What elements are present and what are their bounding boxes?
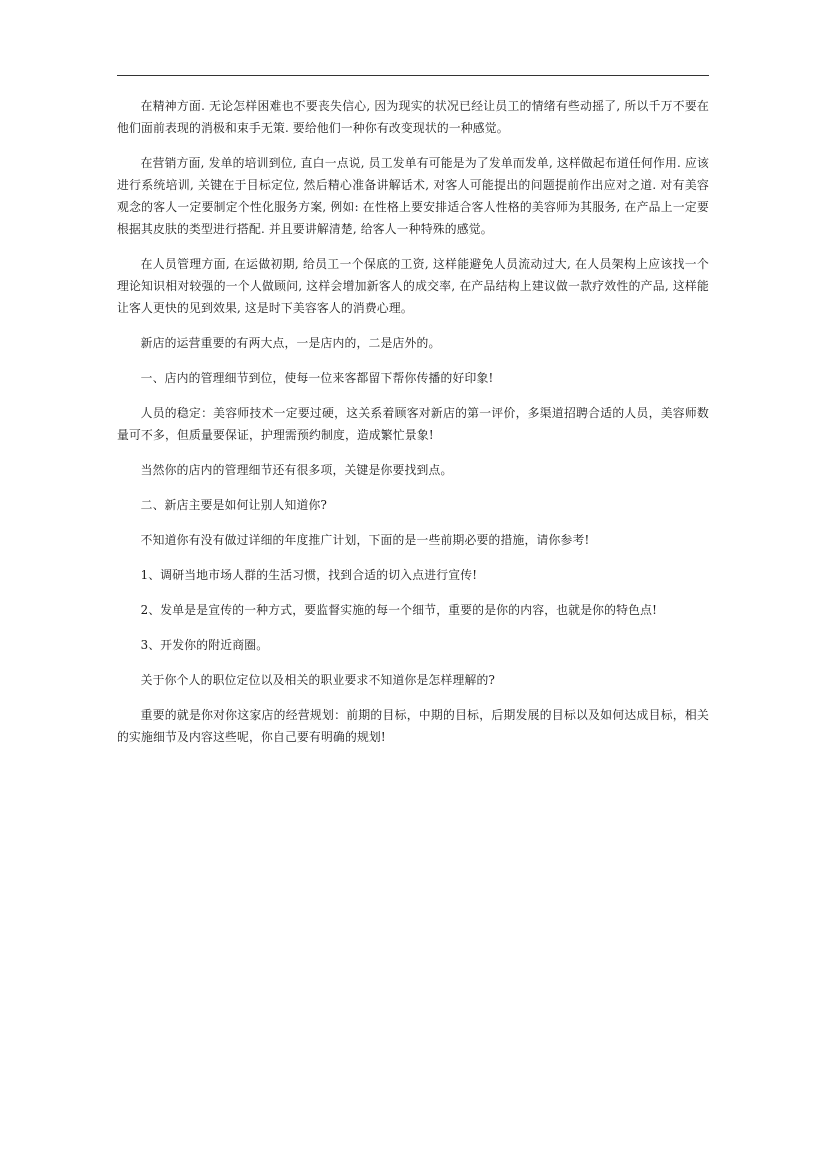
paragraph-staff-management: 在人员管理方面, 在运做初期, 给员工一个保底的工资, 这样能避免人员流动过大, 在人员架构上应该找一个理论知识相对较强的一个人做顾问, 这样会增加新客人的成交率, 在产品结构上建议做一款疗效性的产品, 这样能让客人更快的见到效果, 这是时下美容客人的消费心理。 (117, 257, 709, 315)
list-item-2: 2、发单是是宣传的一种方式，要监督实施的每一个细节，重要的是你的内容，也就是你的特色点! (140, 603, 658, 617)
paragraph-section-two-heading: 二、新店主要是如何让别人知道你? (140, 498, 328, 512)
paragraph-promotion-plan: 不知道你有没有做过详细的年度推广计划，下面的是一些前期必要的措施，请你参考! (140, 533, 590, 547)
document-body (117, 95, 709, 761)
paragraph-business-plan: 重要的就是你对你这家店的经营规划：前期的目标，中期的目标，后期发展的目标以及如何达成目标，相关的实施细节及内容这些呢，你自己要有明确的规划! (117, 708, 709, 744)
list-item-1: 1、调研当地市场人群的生活习惯，找到合适的切入点进行宣传! (140, 568, 478, 582)
paragraph-section-one-heading: 一、店内的管理细节到位，使每一位来客都留下帮你传播的好印象! (140, 371, 494, 385)
paragraph-two-points: 新店的运营重要的有两大点，一是店内的，二是店外的。 (140, 336, 441, 350)
paragraph-spirit: 在精神方面. 无论怎样困难也不要丧失信心, 因为现实的状况已经让员工的情绪有些动摇了, 所以千万不要在他们面前表现的消极和束手无策. 要给他们一种你有改变现状的一种感觉。 (117, 99, 709, 135)
paragraph-staff-stability: 人员的稳定：美容师技术一定要过硬，这关系着顾客对新店的第一评价，多渠道招聘合适的人员，美容师数量可不多，但质量要保证，护理需预约制度，造成繁忙景象! (117, 406, 709, 442)
header-rule (117, 75, 709, 76)
paragraph-management-details: 当然你的店内的管理细节还有很多项，关键是你要找到点。 (140, 463, 453, 477)
list-item-3: 3、开发你的附近商圈。 (140, 638, 269, 652)
paragraph-position-question: 关于你个人的职位定位以及相关的职业要求不知道你是怎样理解的? (140, 673, 496, 687)
paragraph-marketing: 在营销方面, 发单的培训到位, 直白一点说, 员工发单有可能是为了发单而发单, 这样做起布道任何作用. 应该进行系统培训, 关键在于目标定位, 然后精心准备讲解话术, 对客人可能提出的问题提前作出应对之道. 对有美容观念的客人一定要制定个性化服务方案, 例如: 在性格上要安排适合客人性格的美容师为其服务, 在产品上一定要根据其皮肤的类型进行搭配. 并且要讲解清楚, 给客人一种特殊的感觉。 (117, 156, 709, 236)
